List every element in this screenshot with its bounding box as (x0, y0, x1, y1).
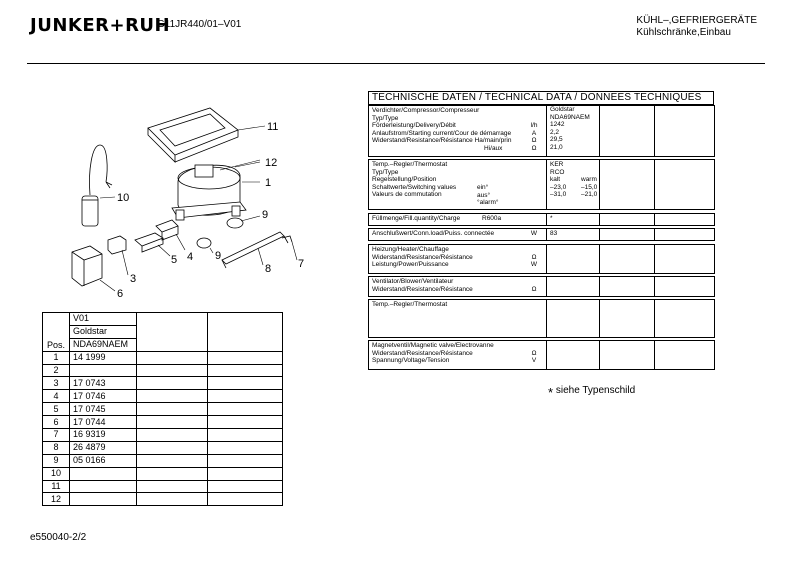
charge-block: Füllmenge/Fill.quantity/Charge R600a * (368, 213, 715, 226)
callout-8: 8 (265, 263, 272, 275)
compressor-part (172, 165, 246, 220)
table-row: 7 16 9319 (43, 429, 283, 442)
table-row: 12 (43, 493, 283, 506)
callout-1: 1 (265, 177, 272, 189)
cable-part (82, 145, 112, 226)
thermostat2-block: Temp.–Regler/Thermostat (368, 299, 715, 338)
callout-11: 11 (267, 121, 279, 133)
power-block: Anschlußwert/Conn.load/Puiss. connectée W 83 (368, 228, 715, 241)
thermostat-block: Temp.–Regler/Thermostat Typ/Type Regelstellung/Position Schaltwerte/Switching values Valeurs de commutation ein° aus° °alarm° KER RCO kalt warm –23,0 –15,0 –31,0 –21,0 (368, 159, 715, 210)
note-asterisk: * (548, 385, 554, 400)
note-text: siehe Typenschild (555, 385, 636, 396)
page-footer: e550040-2/2 (30, 532, 87, 543)
callout-4: 4 (187, 251, 194, 263)
table-row: 1 14 1999 (43, 351, 283, 364)
callout-3: 3 (130, 273, 137, 285)
valve-block: Magnetventil/Magnetic valve/Electrovanne Widerstand/Resistance/Résistance Spannung/Voltage/Tension Ω V (368, 340, 715, 370)
callout-7: 7 (298, 258, 305, 270)
callout-10: 10 (117, 192, 130, 204)
table-row: 5 17 0745 (43, 403, 283, 416)
grommets (197, 218, 243, 248)
table-row: 9 05 0166 (43, 454, 283, 467)
head-version: V01 (70, 313, 137, 326)
model-number: G11JR440/01–V01 (157, 19, 242, 30)
callout-9b: 9 (215, 250, 222, 262)
table-row: 3 17 0743 (43, 377, 283, 390)
head-maker: Goldstar (70, 325, 137, 338)
heater-block: Heizung/Heater/Chauffage Widerstand/Resistance/Résistance Leistung/Power/Puissance Ω W (368, 244, 715, 274)
cover-part (148, 108, 238, 162)
parts-diagram (60, 100, 320, 305)
category-header (636, 15, 757, 39)
callout-6: 6 (117, 288, 124, 300)
head-type: NDA69NAEM (70, 338, 137, 351)
fan-block: Ventilator/Blower/Ventilateur Widerstand/Resistance/Résistance Ω (368, 276, 715, 297)
table-row: 2 (43, 364, 283, 377)
mounting-rail (222, 232, 292, 268)
brand-logo: JUNKER+RUH (30, 15, 171, 36)
parts-table (42, 312, 283, 506)
table-row: 6 17 0744 (43, 416, 283, 429)
table-row: 10 (43, 467, 283, 480)
relay-parts (72, 220, 178, 286)
typenschild-note (548, 385, 635, 400)
table-row: 4 17 0746 (43, 390, 283, 403)
header-rule (27, 63, 765, 64)
callout-12: 12 (265, 157, 278, 169)
table-row: 11 (43, 480, 283, 493)
category-line-2: Kühlschränke,Einbau (636, 27, 731, 38)
category-line-1: KÜHL–,GEFRIERGERÄTE (636, 15, 757, 26)
compressor-block: Verdichter/Compressor/Compresseur Typ/Type Förderleistung/Delivery/Débit Anlaufstrom/Starting current/Cour de démarrage Widerstand/Resistance/Résistance Ha/main/prin Hi/aux l/h A Ω Ω Goldstar NDA69NAEM 1242 2,2 29,5 21,0 (368, 105, 715, 157)
table-row: 8 26 4879 (43, 441, 283, 454)
pos-header: Pos. (43, 313, 70, 352)
tech-title: TECHNISCHE DATEN / TECHNICAL DATA / DONNEES TECHNIQUES (368, 91, 714, 106)
callout-5: 5 (171, 254, 178, 266)
callout-9a: 9 (262, 209, 269, 221)
